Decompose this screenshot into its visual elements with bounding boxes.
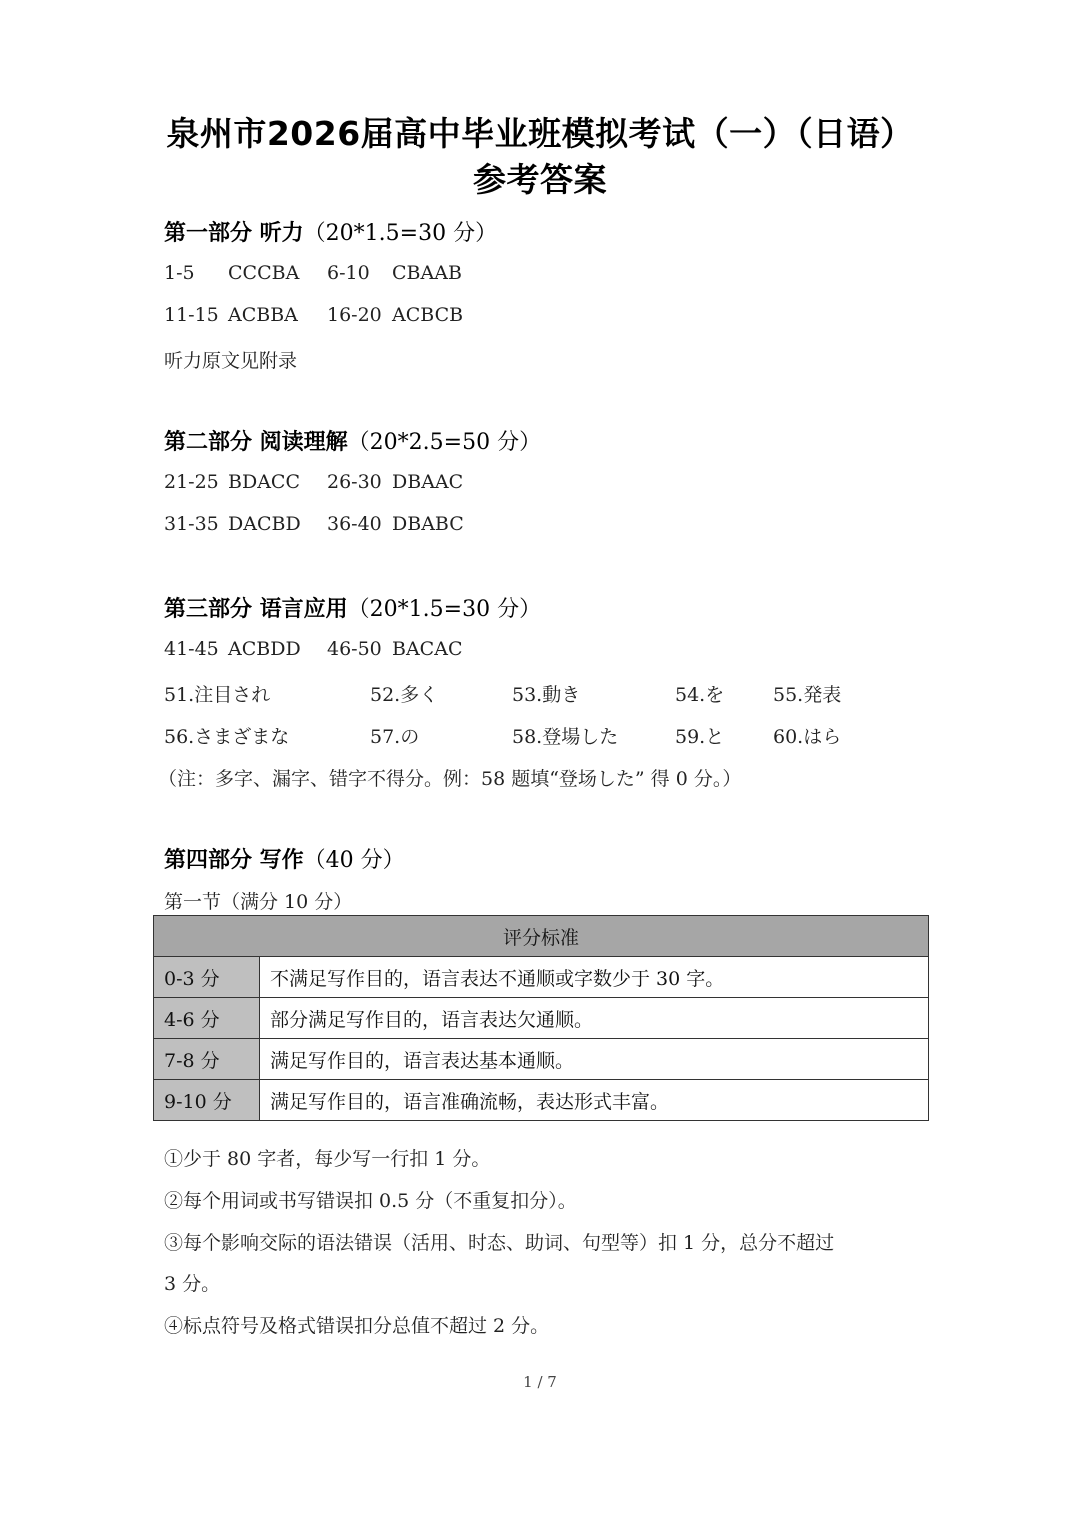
scoring-table xyxy=(153,915,929,1121)
fill-answer: 52.多く xyxy=(370,684,439,706)
answer-keys: BDACC xyxy=(228,471,300,493)
score-cell: 7-8 分 xyxy=(154,1039,260,1080)
answer-keys: BACAC xyxy=(392,638,463,660)
answer-keys: CCCBA xyxy=(228,262,300,284)
answer-range: 1-5 xyxy=(164,262,195,284)
desc-cell: 满足写作目的，语言准确流畅，表达形式丰富。 xyxy=(260,1080,929,1121)
fill-answer: 53.動き xyxy=(512,684,581,706)
part1-score: （20*1.5=30 分） xyxy=(303,221,498,246)
table-row xyxy=(154,1080,929,1121)
part4-subheading: 第一节（满分 10 分） xyxy=(164,891,353,913)
rule-item: ②每个用词或书写错误扣 0.5 分（不重复扣分）。 xyxy=(164,1190,577,1212)
answer-range: 31-35 xyxy=(164,513,219,535)
part4-title: 第四部分 写作 xyxy=(164,848,304,873)
part1-note: 听力原文见附录 xyxy=(164,350,298,372)
part4-score: （40 分） xyxy=(303,848,405,873)
part4-heading xyxy=(164,843,405,874)
rule-item: 3 分。 xyxy=(164,1273,221,1295)
part3-score: （20*1.5=30 分） xyxy=(347,597,542,622)
answer-range: 16-20 xyxy=(327,304,382,326)
answer-keys: ACBBA xyxy=(228,304,298,326)
table-header-row xyxy=(154,916,929,957)
table-header: 评分标准 xyxy=(154,916,929,957)
rule-item: ④标点符号及格式错误扣分总值不超过 2 分。 xyxy=(164,1315,550,1337)
part2-score: （20*2.5=50 分） xyxy=(347,430,542,455)
score-cell: 0-3 分 xyxy=(154,957,260,998)
document-subtitle: 参考答案 xyxy=(473,160,607,199)
answer-keys: DBAAC xyxy=(392,471,464,493)
fill-answer: 59.と xyxy=(675,726,725,748)
part3-note: （注：多字、漏字、错字不得分。例：58 题填“登场した” 得 0 分。） xyxy=(158,768,742,790)
answer-keys: DBABC xyxy=(392,513,464,535)
table-row xyxy=(154,998,929,1039)
rule-item: ③每个影响交际的语法错误（活用、时态、助词、句型等）扣 1 分，总分不超过 xyxy=(164,1232,835,1254)
part3-title: 第三部分 语言应用 xyxy=(164,597,348,622)
part1-title: 第一部分 听力 xyxy=(164,221,304,246)
fill-answer: 51.注目され xyxy=(164,684,271,706)
document-title: 泉州市2026届高中毕业班模拟考试（一）（日语） xyxy=(166,114,914,153)
score-cell: 9-10 分 xyxy=(154,1080,260,1121)
answer-range: 46-50 xyxy=(327,638,382,660)
answer-keys: CBAAB xyxy=(392,262,462,284)
answer-range: 11-15 xyxy=(164,304,219,326)
answer-keys: ACBCB xyxy=(392,304,464,326)
part1-heading xyxy=(164,216,497,247)
answer-keys: DACBD xyxy=(228,513,301,535)
answer-range: 26-30 xyxy=(327,471,382,493)
answer-range: 36-40 xyxy=(327,513,382,535)
fill-answer: 54.を xyxy=(675,684,725,706)
table-row xyxy=(154,957,929,998)
desc-cell: 部分满足写作目的，语言表达欠通顺。 xyxy=(260,998,929,1039)
fill-answer: 58.登場した xyxy=(512,726,619,748)
desc-cell: 不满足写作目的，语言表达不通顺或字数少于 30 字。 xyxy=(260,957,929,998)
answer-range: 21-25 xyxy=(164,471,219,493)
fill-answer: 56.さまざまな xyxy=(164,726,290,748)
answer-range: 41-45 xyxy=(164,638,219,660)
desc-cell: 满足写作目的，语言表达基本通顺。 xyxy=(260,1039,929,1080)
part2-title: 第二部分 阅读理解 xyxy=(164,430,348,455)
part2-heading xyxy=(164,425,541,456)
score-cell: 4-6 分 xyxy=(154,998,260,1039)
page-number: 1 / 7 xyxy=(523,1373,557,1391)
answer-keys: ACBDD xyxy=(228,638,301,660)
part3-heading xyxy=(164,592,541,623)
table-row xyxy=(154,1039,929,1080)
fill-answer: 60.はら xyxy=(773,726,842,748)
fill-answer: 55.発表 xyxy=(773,684,842,706)
answer-range: 6-10 xyxy=(327,262,370,284)
rule-item: ①少于 80 字者，每少写一行扣 1 分。 xyxy=(164,1148,491,1170)
fill-answer: 57.の xyxy=(370,726,420,748)
